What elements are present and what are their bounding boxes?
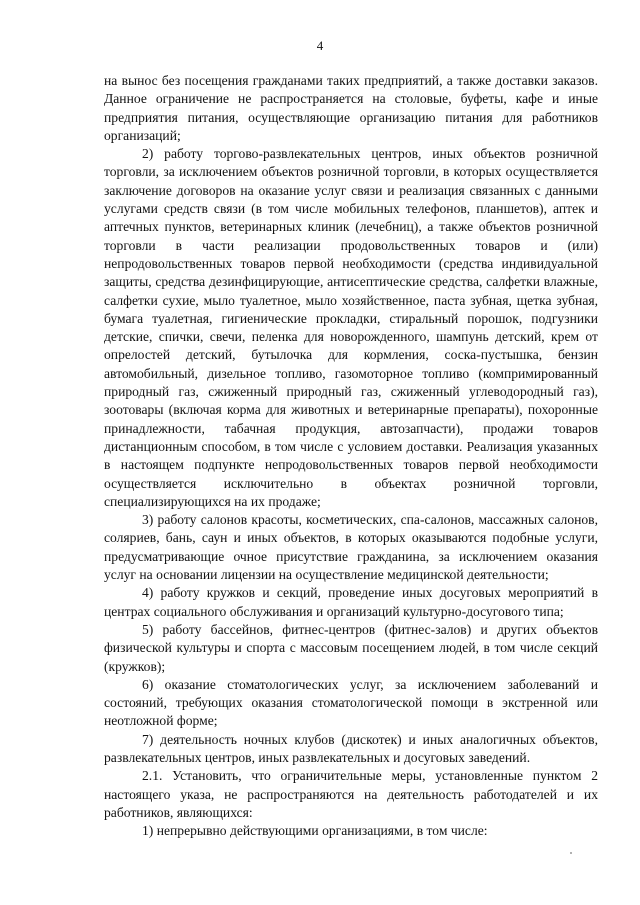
paragraph-item-3: 3) работу салонов красоты, косметических, спа-салонов, массажных салонов, соляриев, бань, саун и иных объектов, в которых оказываются подобные услуги, предусматривающие очное присутствие гражданина, за исключением оказания услуг на основании лицензии на осуществление медицинской деятельности; [104, 512, 598, 583]
paragraph-item-5: 5) работу бассейнов, фитнес-центров (фитнес-залов) и других объектов физической культуры и спорта с массовым посещением людей, в том числе секций (кружков); [104, 621, 598, 674]
document-body [104, 72, 598, 840]
paragraph-item-6: 6) оказание стоматологических услуг, за исключением заболеваний и состояний, требующих оказания стоматологической помощи в экстренной или неотложной форме; [104, 676, 598, 729]
paragraph-continuation: на вынос без посещения гражданами таких предприятий, а также доставки заказов. Данное ограничение не распространяется на столовые, буфеты, кафе и иные предприятия питания, осуществляющие организацию питания для работников организаций; [104, 73, 598, 143]
paragraph-section-2-1: 2.1. Установить, что ограничительные меры, установленные пунктом 2 настоящего указа, не распространяются на деятельность работодателей и их работников, являющихся: [104, 768, 598, 820]
scan-speck [570, 852, 572, 854]
paragraph-item-7: 7) деятельность ночных клубов (дискотек) и иных аналогичных объектов, развлекательных центров, иных развлекательных и досуговых заведений. [104, 731, 598, 765]
paragraph-item-2: 2) работу торгово-развлекательных центров, иных объектов розничной торговли, за исключением объектов розничной торговли, в которых осуществляется заключение договоров на оказание услуг связи и реализация связанных с данными услугами средств связи (в том числе мобильных телефонов, планшетов), аптек и аптечных пунктов, ветеринарных клиник (лечебниц), а также объектов розничной торговли в части реализации продовольственных товаров и (или) непродовольственных товаров первой необходимости (средства индивидуальной защиты, средства дезинфицирующие, антисептические средства, салфетки влажные, салфетки сухие, мыло туалетное, мыло хозяйственное, паста зубная, щетка зубная, бумага туалетная, гигиенические прокладки, стиральный порошок, подгузники детские, спички, свечи, пеленка для новорожденного, шампунь детский, крем от опрелостей детский, бутылочка для кормления, соска-пустышка, бензин автомобильный, дизельное топливо, газомоторное топливо (компримированный природный газ, сжиженный природный газ, сжиженный углеводородный газ), зоотовары (включая корма для животных и ветеринарные препараты), похоронные принадлежности, табачная продукция, автозапчасти), продажи товаров дистанционным способом, в том числе с условием доставки. Реализация указанных в настоящем подпункте непродовольственных товаров первой необходимости осуществляется исключительно в объектах розничной торговли, специализирующихся на их продаже; [104, 146, 598, 509]
paragraph-subitem-1: 1) непрерывно действующими организациями, в том числе: [142, 823, 488, 839]
page-number: 4 [316, 38, 324, 53]
paragraph-item-4: 4) работу кружков и секций, проведение иных досуговых мероприятий в центрах социального обслуживания и организаций культурно-досугового типа; [104, 585, 598, 619]
